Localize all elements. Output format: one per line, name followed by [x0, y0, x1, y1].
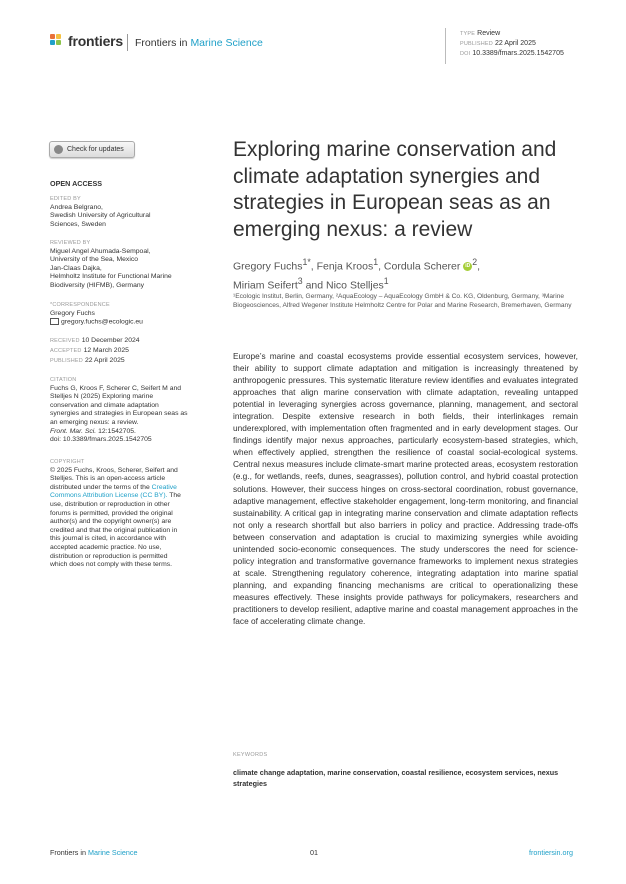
header-doi[interactable]: [460, 49, 564, 59]
open-access-label: OPEN ACCESS: [50, 179, 103, 188]
update-check-icon: [54, 145, 63, 154]
copyright-line: credited and that the original publication in: [50, 526, 178, 534]
published-date: [50, 357, 200, 366]
header-divider: [127, 34, 128, 51]
author-name[interactable]: Fenja Kroos: [316, 260, 374, 273]
correspondence-email[interactable]: gregory.fuchs@ecologic.eu: [61, 318, 143, 326]
copyright-line: author(s) and the copyright owner(s) are: [50, 518, 172, 526]
keywords-label: KEYWORDS: [233, 752, 268, 758]
frontiers-logo[interactable]: [50, 33, 123, 49]
check-for-updates-button[interactable]: [49, 141, 135, 158]
edited-by: [50, 195, 200, 229]
accepted-date: [50, 347, 200, 356]
copyright: [50, 458, 200, 570]
copyright-line: distribution or reproduction is permitted: [50, 552, 168, 560]
received-label: RECEIVED: [50, 338, 80, 344]
journal-prefix: Frontiers in: [135, 37, 188, 49]
received-date: [50, 337, 200, 346]
footer-site-link[interactable]: frontiersin.org: [529, 848, 573, 857]
copyright-line: © 2025 Fuchs, Kroos, Scherer, Seifert and: [50, 466, 178, 474]
citation-label: CITATION: [50, 377, 77, 383]
copyright-line: [50, 484, 200, 493]
accepted-value: 12 March 2025: [83, 347, 129, 354]
footer-journal-name: Marine Science: [87, 848, 138, 857]
meta-divider: [445, 28, 446, 64]
accepted-label: ACCEPTED: [50, 348, 82, 354]
author-sup: 1: [373, 257, 379, 267]
copyright-line: this journal is cited, in accordance with: [50, 535, 166, 543]
author-name[interactable]: Cordula Scherer: [383, 260, 461, 273]
doi-value: 10.3389/fmars.2025.1542705: [472, 50, 564, 57]
reviewer-line: Biodiversity (HIFMB), Germany: [50, 281, 145, 289]
logo-text: frontiers: [68, 33, 123, 49]
article-type: [460, 29, 500, 39]
license-link[interactable]: Commons Attribution License (CC BY).: [50, 492, 168, 500]
citation-doi[interactable]: doi: 10.3389/fmars.2025.1542705: [50, 436, 152, 444]
citation-journal: Front. Mar. Sci.: [50, 427, 97, 435]
reviewed-by: [50, 239, 200, 291]
abstract: Europe’s marine and coastal ecosystems provide essential ecosystem services, however, their ability to support climate adaptation and mitigation is increasingly threatened by anthropogenic pressures. This systematic literature review identifies and evaluates integrated approaches that align marine conservation with climate adaptation, revealing untapped potential in leveraging synergies across governance, planning, management, and sectoral integration. Despite extensive research in both fields, their interlinkages remain underexplored, with implementation often fragmented and in early development stages. Our findings identify major nexus approaches, particularly ecosystem-based strategies, which, when effectively applied, strengthen the resilience of coastal social-ecological systems. Central nexus measures include climate-smart marine protected areas, ecosystem restoration (e.g., for wetlands, reefs, dunes, seagrasses), pollution control, and hybrid coastal protection solutions. However, their success hinges on cross-sectoral coordination, robust governance, adaptive management, effective stakeholder engagement, long-term monitoring, and financial sustainability. A critical gap in integrating marine conservation and climate adaptation reflects not only a research shortfall but also barriers in policy and practice. Addressing trade-offs between conservation and adaptation is crucial to maximizing synergies while avoiding unintended socio-economic consequences. The study underscores the need for science-policy integration and transformative governance frameworks to implement nexus strategies at scale. Strengthening regulatory coherence, integrating adaptation into marine spatial planning, and expanding financing mechanisms are critical to operationalizing these measures effectively. These insights provide pathways for policymakers, researchers and practitioners to develop resilient, adaptive marine and coastal management approaches in the face of accelerating climate change.: [233, 351, 578, 627]
reviewer-line: University of the Sea, Mexico: [50, 256, 139, 264]
frontiers-logo-icon: [50, 34, 64, 48]
journal-title: Marine Science: [190, 37, 263, 49]
correspondence-label: *CORRESPONDENCE: [50, 302, 110, 308]
citation-line: synergies and strategies in European seas as: [50, 410, 188, 418]
citation-volume: 12:1542705.: [98, 427, 136, 435]
edited-label: EDITED BY: [50, 196, 81, 202]
author-sup: 2: [472, 257, 478, 267]
citation: [50, 376, 200, 445]
header-published: [460, 39, 536, 49]
reviewed-label: REVIEWED BY: [50, 240, 91, 246]
citation-line: conservation and climate adaptation: [50, 401, 159, 409]
correspondence-email-row[interactable]: [50, 318, 200, 327]
copyright-line: accepted academic practice. No use,: [50, 543, 162, 551]
article-title: Exploring marine conservation and climate adaptation synergies and strategies in European seas as an emerging nexus: a review: [233, 138, 557, 241]
page-number: 01: [310, 848, 318, 857]
footer-journal[interactable]: [50, 848, 138, 857]
doi-label: DOI: [460, 51, 471, 57]
citation-journal-line: [50, 428, 200, 437]
footer-prefix: Frontiers in: [50, 848, 86, 857]
copyright-text: The: [169, 492, 181, 500]
reviewer-line: Jan-Claas Dajka,: [50, 264, 102, 272]
author-name[interactable]: Nico Stelljes: [326, 279, 384, 292]
published-value: 22 April 2025: [84, 357, 125, 364]
author-list: Gregory Fuchs$^{1*}$, Fenja Kroos$^1$, Cordula Scherer iD $^2$, Miriam Seifert$^3$ and Nico Stelljes$^1$: [233, 257, 481, 292]
editor-line: Andrea Belgrano,: [50, 203, 103, 211]
copyright-line: use, distribution or reproduction in other: [50, 500, 170, 508]
copyright-line: forums is permitted, provided the original: [50, 509, 173, 517]
published-label: PUBLISHED: [460, 41, 493, 47]
copyright-line: Stelljes. This is an open-access article: [50, 475, 166, 483]
type-label: TYPE: [460, 31, 476, 37]
editor-line: Swedish University of Agricultural: [50, 212, 151, 220]
author-sup: 1*: [302, 257, 311, 267]
received-value: 10 December 2024: [81, 337, 140, 344]
author-sup: 1: [383, 276, 389, 286]
editor-line: Sciences, Sweden: [50, 220, 106, 228]
orcid-icon[interactable]: iD: [465, 263, 471, 270]
citation-line: Fuchs G, Kroos F, Scherer C, Seifert M and: [50, 384, 182, 392]
author-sup: 3: [297, 276, 303, 286]
license-link[interactable]: Creative: [151, 483, 177, 491]
copyright-label: COPYRIGHT: [50, 459, 85, 465]
journal-name[interactable]: [135, 37, 263, 49]
citation-line: Stelljes N (2025) Exploring marine: [50, 393, 154, 401]
author-name[interactable]: Miriam Seifert: [233, 279, 298, 292]
copyright-line: [50, 492, 200, 501]
affiliations: ¹Ecologic Institut, Berlin, Germany, ²AquaEcology – AquaEcology GmbH & Co. KG, Oldenburg, Germany, ³Marine Biogeosciences, Alfred Wegener Institute Helmholtz Centre for Polar and Marine Research, Bremerhaven, Germany: [233, 293, 572, 309]
correspondence: [50, 301, 200, 327]
reviewer-line: Helmholtz Institute for Functional Marine: [50, 273, 172, 281]
published-value: 22 April 2025: [494, 40, 536, 47]
keywords: climate change adaptation, marine conservation, coastal resilience, ecosystem services, nexus strategies: [233, 768, 559, 788]
check-updates-label: Check for updates: [67, 146, 124, 153]
author-conjunction: and: [305, 279, 324, 292]
correspondence-name: Gregory Fuchs: [50, 309, 95, 317]
author-name[interactable]: Gregory Fuchs: [233, 260, 303, 273]
type-value: Review: [477, 30, 501, 37]
copyright-text: distributed under the terms of the: [50, 483, 150, 491]
reviewer-line: Miguel Angel Ahumada-Sempoal,: [50, 247, 151, 255]
envelope-icon: [50, 318, 59, 325]
published-label: PUBLISHED: [50, 358, 83, 364]
copyright-line: which does not comply with these terms.: [50, 561, 173, 569]
citation-line: an emerging nexus: a review.: [50, 418, 139, 426]
